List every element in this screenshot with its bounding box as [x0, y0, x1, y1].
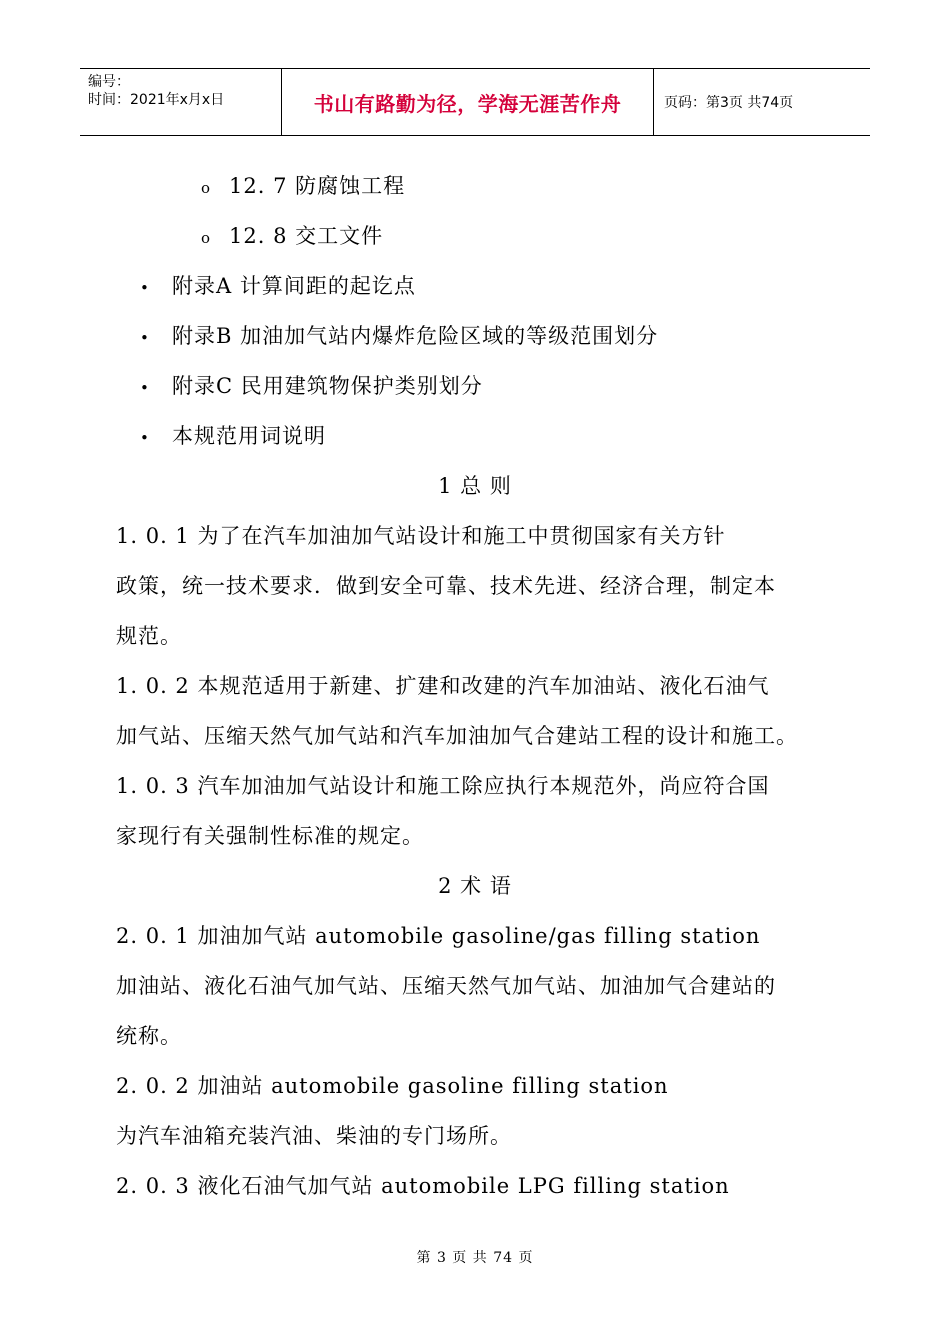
body-line: 家现行有关强制性标准的规定。: [116, 824, 424, 848]
toc-subitem: o 12. 8 交工文件: [201, 224, 384, 248]
section-title: 1 总 则: [438, 474, 512, 498]
toc-item: • 本规范用词说明: [140, 424, 326, 448]
toc-item: • 附录B 加油加气站内爆炸危险区域的等级范围划分: [140, 324, 659, 348]
dot-bullet-icon: •: [140, 279, 150, 297]
body-line: 为汽车油箱充装汽油、柴油的专门场所。: [116, 1124, 512, 1148]
body-line: 2. 0. 3 液化石油气加气站 automobile LPG filling station: [116, 1174, 730, 1198]
code-label: 编号：: [88, 74, 130, 90]
header-meta: [80, 69, 282, 135]
body-line: 2. 0. 2 加油站 automobile gasoline filling station: [116, 1074, 669, 1098]
toc-subitem: o 12. 7 防腐蚀工程: [201, 174, 406, 198]
toc-item: • 附录C 民用建筑物保护类别划分: [140, 374, 483, 398]
page-header: [80, 68, 870, 136]
dot-bullet-icon: •: [140, 429, 150, 447]
circle-bullet-icon: o: [201, 179, 212, 197]
circle-bullet-icon: o: [201, 229, 212, 247]
body-line: 统称。: [116, 1024, 182, 1048]
time-label: 时间：2021年x月x日: [88, 92, 225, 108]
page-footer: 第 3 页 共 74 页: [416, 1250, 534, 1266]
header-page-info: 页码：第3页 共74页: [664, 95, 794, 111]
header-motto: 书山有路勤为径，学海无涯苦作舟: [282, 69, 654, 135]
body-line: 1. 0. 3 汽车加油加气站设计和施工除应执行本规范外，尚应符合国: [116, 774, 770, 798]
body-line: 2. 0. 1 加油加气站 automobile gasoline/gas filling station: [116, 924, 761, 948]
body-line: 1. 0. 1 为了在汽车加油加气站设计和施工中贯彻国家有关方针: [116, 524, 726, 548]
body-line: 政策，统一技术要求．做到安全可靠、技术先进、经济合理，制定本: [116, 574, 776, 598]
toc-item: • 附录A 计算间距的起讫点: [140, 274, 416, 298]
body-line: 加油站、液化石油气加气站、压缩天然气加气站、加油加气合建站的: [116, 974, 776, 998]
body-line: 1. 0. 2 本规范适用于新建、扩建和改建的汽车加油站、液化石油气: [116, 674, 770, 698]
dot-bullet-icon: •: [140, 329, 150, 347]
section-title: 2 术 语: [438, 874, 512, 898]
dot-bullet-icon: •: [140, 379, 150, 397]
body-line: 加气站、压缩天然气加气站和汽车加油加气合建站工程的设计和施工。: [116, 724, 798, 748]
body-line: 规范。: [116, 624, 182, 648]
